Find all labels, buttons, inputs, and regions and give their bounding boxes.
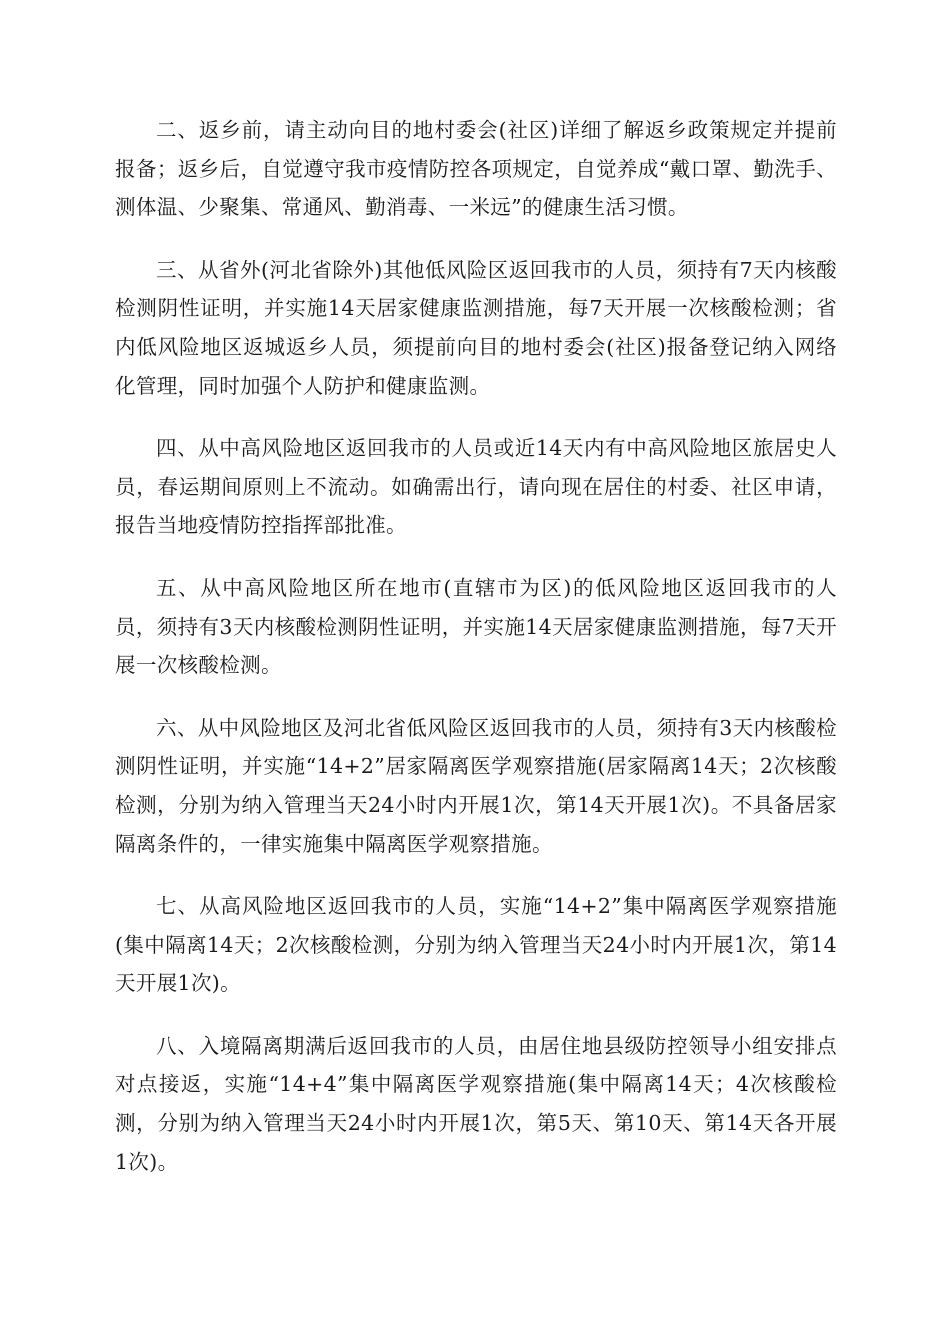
paragraph-5: 五、从中高风险地区所在地市(直辖市为区)的低风险地区返回我市的人员，须持有3天内核酸检测阴性证明，并实施14天居家健康监测措施，每7天开展一次核酸检测。 <box>115 575 837 678</box>
paragraph-2: 二、返乡前，请主动向目的地村委会(社区)详细了解返乡政策规定并提前报备；返乡后，自觉遵守我市疫情防控各项规定，自觉养成“戴口罩、勤洗手、测体温、少聚集、常通风、勤消毒、一米远”的健康生活习惯。 <box>115 118 837 220</box>
document-body <box>115 111 837 1205</box>
paragraph-8: 八、入境隔离期满后返回我市的人员，由居住地县级防控领导小组安排点对点接返，实施“14+4”集中隔离医学观察措施(集中隔离14天；4次核酸检测，分别为纳入管理当天24小时内开展1次，第5天、第10天、第14天各开展1次)。 <box>115 1033 837 1174</box>
paragraph-3: 三、从省外(河北省除外)其他低风险区返回我市的人员，须持有7天内核酸检测阴性证明，并实施14天居家健康监测措施，每7天开展一次核酸检测；省内低风险地区返城返乡人员，须提前向目的地村委会(社区)报备登记纳入网络化管理，同时加强个人防护和健康监测。 <box>115 257 837 398</box>
paragraph-7: 七、从高风险地区返回我市的人员，实施“14+2”集中隔离医学观察措施(集中隔离14天；2次核酸检测，分别为纳入管理当天24小时内开展1次，第14天开展1次)。 <box>115 894 837 996</box>
paragraph-6: 六、从中风险地区及河北省低风险区返回我市的人员，须持有3天内核酸检测阴性证明，并实施“14+2”居家隔离医学观察措施(居家隔离14天；2次核酸检测，分别为纳入管理当天24小时内开展1次，第14天开展1次)。不具备居家隔离条件的，一律实施集中隔离医学观察措施。 <box>115 715 837 856</box>
paragraph-4: 四、从中高风险地区返回我市的人员或近14天内有中高风险地区旅居史人员，春运期间原则上不流动。如确需出行，请向现在居住的村委、社区申请，报告当地疫情防控指挥部批准。 <box>115 436 837 538</box>
